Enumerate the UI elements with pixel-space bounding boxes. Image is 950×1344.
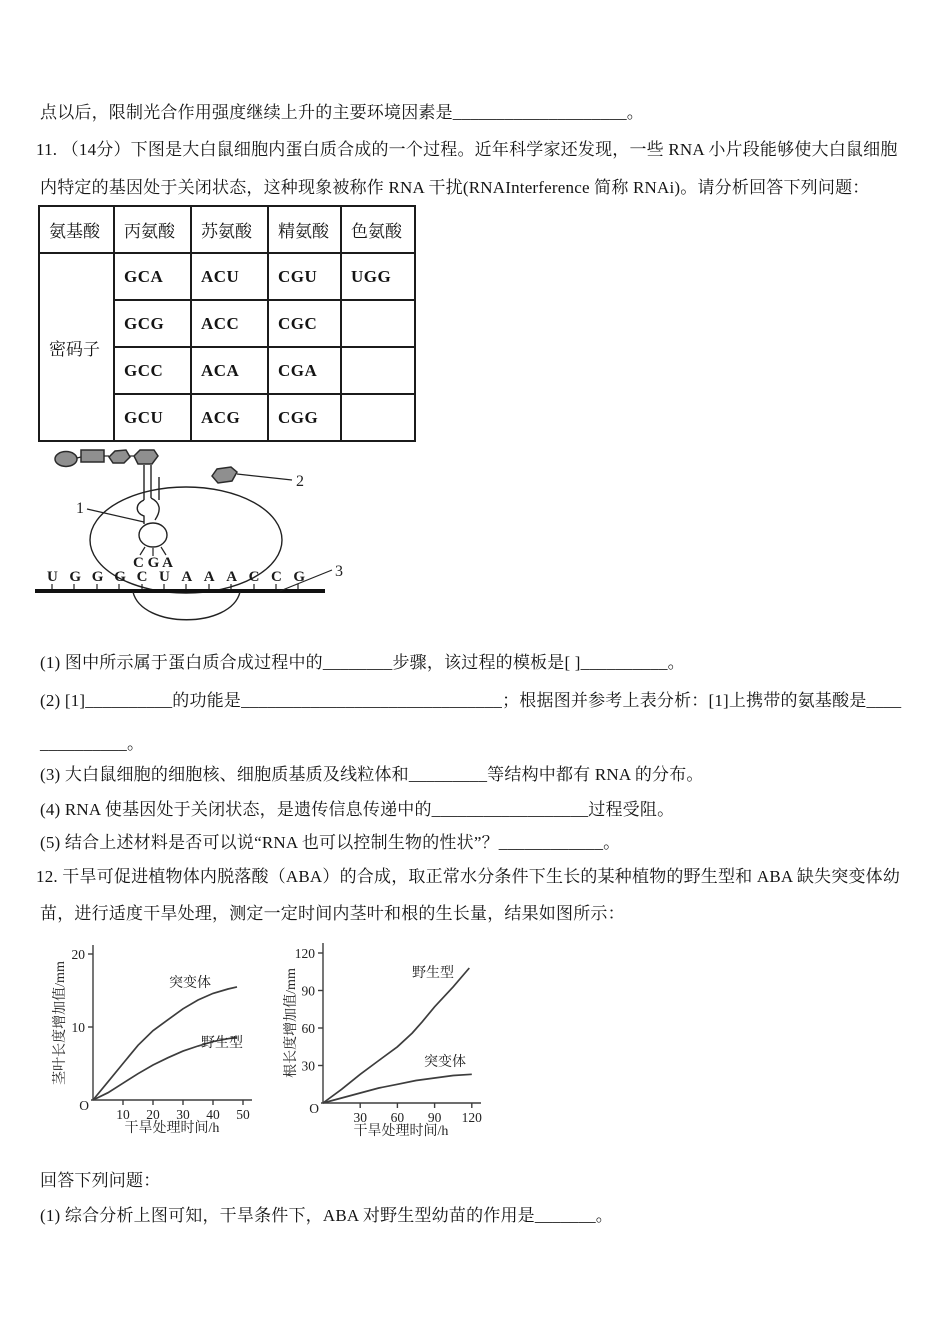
series-curve	[323, 1074, 472, 1103]
y-tick-label: 90	[301, 983, 315, 999]
anticodon-label: C G A	[132, 555, 174, 571]
series-label: 突变体	[424, 1055, 466, 1070]
header-amino-acid: 氨基酸	[39, 206, 114, 253]
root-growth-chart	[283, 935, 498, 1143]
header-arginine: 精氨酸	[268, 206, 341, 253]
trna-right-bulge	[151, 498, 159, 520]
y-tick-label: 30	[301, 1058, 315, 1074]
q12-sub-question-1: (1) 综合分析上图可知，干旱条件下，ABA 对野生型幼苗的作用是_______。	[40, 1206, 613, 1225]
x-tick-label: 30	[353, 1110, 367, 1125]
origin-label: O	[79, 1098, 89, 1113]
translation-diagram	[30, 443, 360, 641]
x-tick-label: 60	[390, 1110, 405, 1125]
q11-sub-question-3: (3) 大白鼠细胞的细胞核、细胞质基质及线粒体和_________等结构中都有 RNA 的分布。	[40, 765, 704, 784]
row-label-codon: 密码子	[39, 253, 114, 441]
mrna-base-sequence: UGGGCUAAACCG	[47, 569, 306, 585]
series-label: 野生型	[201, 1036, 243, 1051]
x-tick-label: 10	[116, 1107, 130, 1122]
codon-cell	[341, 347, 415, 394]
y-tick-label: 20	[71, 947, 85, 962]
stem-leaf-growth-chart	[50, 935, 268, 1143]
label-2-pointer	[237, 474, 292, 480]
question-12-intro-line-1: 12. 干旱可促进植物体内脱落酸（ABA）的合成，取正常水分条件下生长的某种植物的野生型和 ABA 缺失突变体幼	[36, 867, 901, 886]
polypeptide-unit-rect	[81, 450, 104, 462]
header-alanine: 丙氨酸	[114, 206, 191, 253]
x-tick-label: 30	[176, 1107, 190, 1122]
trna-anticodon-loop	[139, 523, 167, 547]
origin-label: O	[309, 1101, 319, 1116]
question-12-intro-line-2: 苗，进行适度干旱处理，测定一定时间内茎叶和根的生长量，结果如图所示：	[40, 904, 625, 923]
x-tick-label: 120	[461, 1110, 482, 1125]
polypeptide-unit-ellipse	[55, 452, 77, 467]
label-3: 3	[335, 563, 343, 580]
label-1: 1	[76, 500, 84, 517]
polypeptide-unit-hexagon	[134, 450, 158, 464]
free-amino-acid	[212, 467, 237, 483]
q11-sub-question-2-continuation: __________。	[40, 734, 145, 753]
q11-sub-question-4: (4) RNA 使基因处于关闭状态，是遗传信息传递中的__________________过程受阻。	[40, 800, 675, 819]
table-row	[39, 253, 415, 300]
codon-cell: GCU	[114, 394, 191, 441]
codon-cell: CGC	[268, 300, 341, 347]
codon-cell: GCC	[114, 347, 191, 394]
codon-cell: ACA	[191, 347, 268, 394]
codon-table-header-row	[39, 206, 415, 253]
q11-sub-question-1: (1) 图中所示属于蛋白质合成过程中的________步骤，该过程的模板是[ ]__________。	[40, 653, 685, 672]
q11-sub-question-5: (5) 结合上述材料是否可以说“RNA 也可以控制生物的性状”？____________。	[40, 833, 621, 852]
codon-cell: GCA	[114, 253, 191, 300]
question-10-tail-line: 点以后，限制光合作用强度继续上升的主要环境因素是____________________。	[40, 103, 644, 122]
ribosome-small-subunit-arc	[133, 592, 240, 620]
polypeptide-unit-pentagon	[109, 450, 130, 463]
series-label: 野生型	[412, 966, 454, 981]
y-tick-label: 120	[294, 946, 315, 961]
codon-cell	[341, 394, 415, 441]
question-11-intro-line-2: 内特定的基因处于关闭状态，这种现象被称作 RNA 干扰(RNAInterference 简称 RNAi)。请分析回答下列问题：	[40, 178, 870, 197]
label-3-pointer	[280, 570, 332, 591]
codon-cell: ACC	[191, 300, 268, 347]
y-tick-label: 10	[71, 1020, 85, 1035]
codon-cell: CGU	[268, 253, 341, 300]
codon-cell: ACU	[191, 253, 268, 300]
x-axis-title: 干旱处理时间/h	[124, 1121, 220, 1136]
x-tick-label: 40	[206, 1107, 220, 1122]
codon-cell: UGG	[341, 253, 415, 300]
label-2: 2	[296, 473, 304, 490]
y-tick-label: 60	[301, 1021, 315, 1036]
codon-cell: ACG	[191, 394, 268, 441]
codon-cell	[341, 300, 415, 347]
codon-cell: CGG	[268, 394, 341, 441]
x-tick-label: 20	[146, 1107, 160, 1122]
codon-table	[38, 205, 416, 442]
y-axis-title: 根长度增加值/mm	[284, 968, 299, 1078]
question-11-intro-line-1: 11. （14分）下图是大白鼠细胞内蛋白质合成的一个过程。近年科学家还发现，一些 RNA 小片段能够使大白鼠细胞	[36, 140, 898, 159]
codon-cell: CGA	[268, 347, 341, 394]
series-label: 突变体	[169, 976, 211, 991]
codon-cell: GCG	[114, 300, 191, 347]
answer-following-heading: 回答下列问题：	[40, 1171, 161, 1190]
x-tick-label: 90	[427, 1110, 442, 1125]
header-tryptophan: 色氨酸	[341, 206, 415, 253]
header-threonine: 苏氨酸	[191, 206, 268, 253]
y-axis-title: 茎叶长度增加值/mm	[53, 961, 68, 1085]
label-1-pointer	[87, 509, 144, 522]
x-tick-label: 50	[236, 1107, 250, 1122]
q11-sub-question-2: (2) [1]__________的功能是______________________________；根据图并参考上表分析：[1]上携带的氨基酸是____	[40, 691, 902, 710]
series-curve	[323, 968, 469, 1103]
x-axis-title: 干旱处理时间/h	[353, 1124, 449, 1139]
